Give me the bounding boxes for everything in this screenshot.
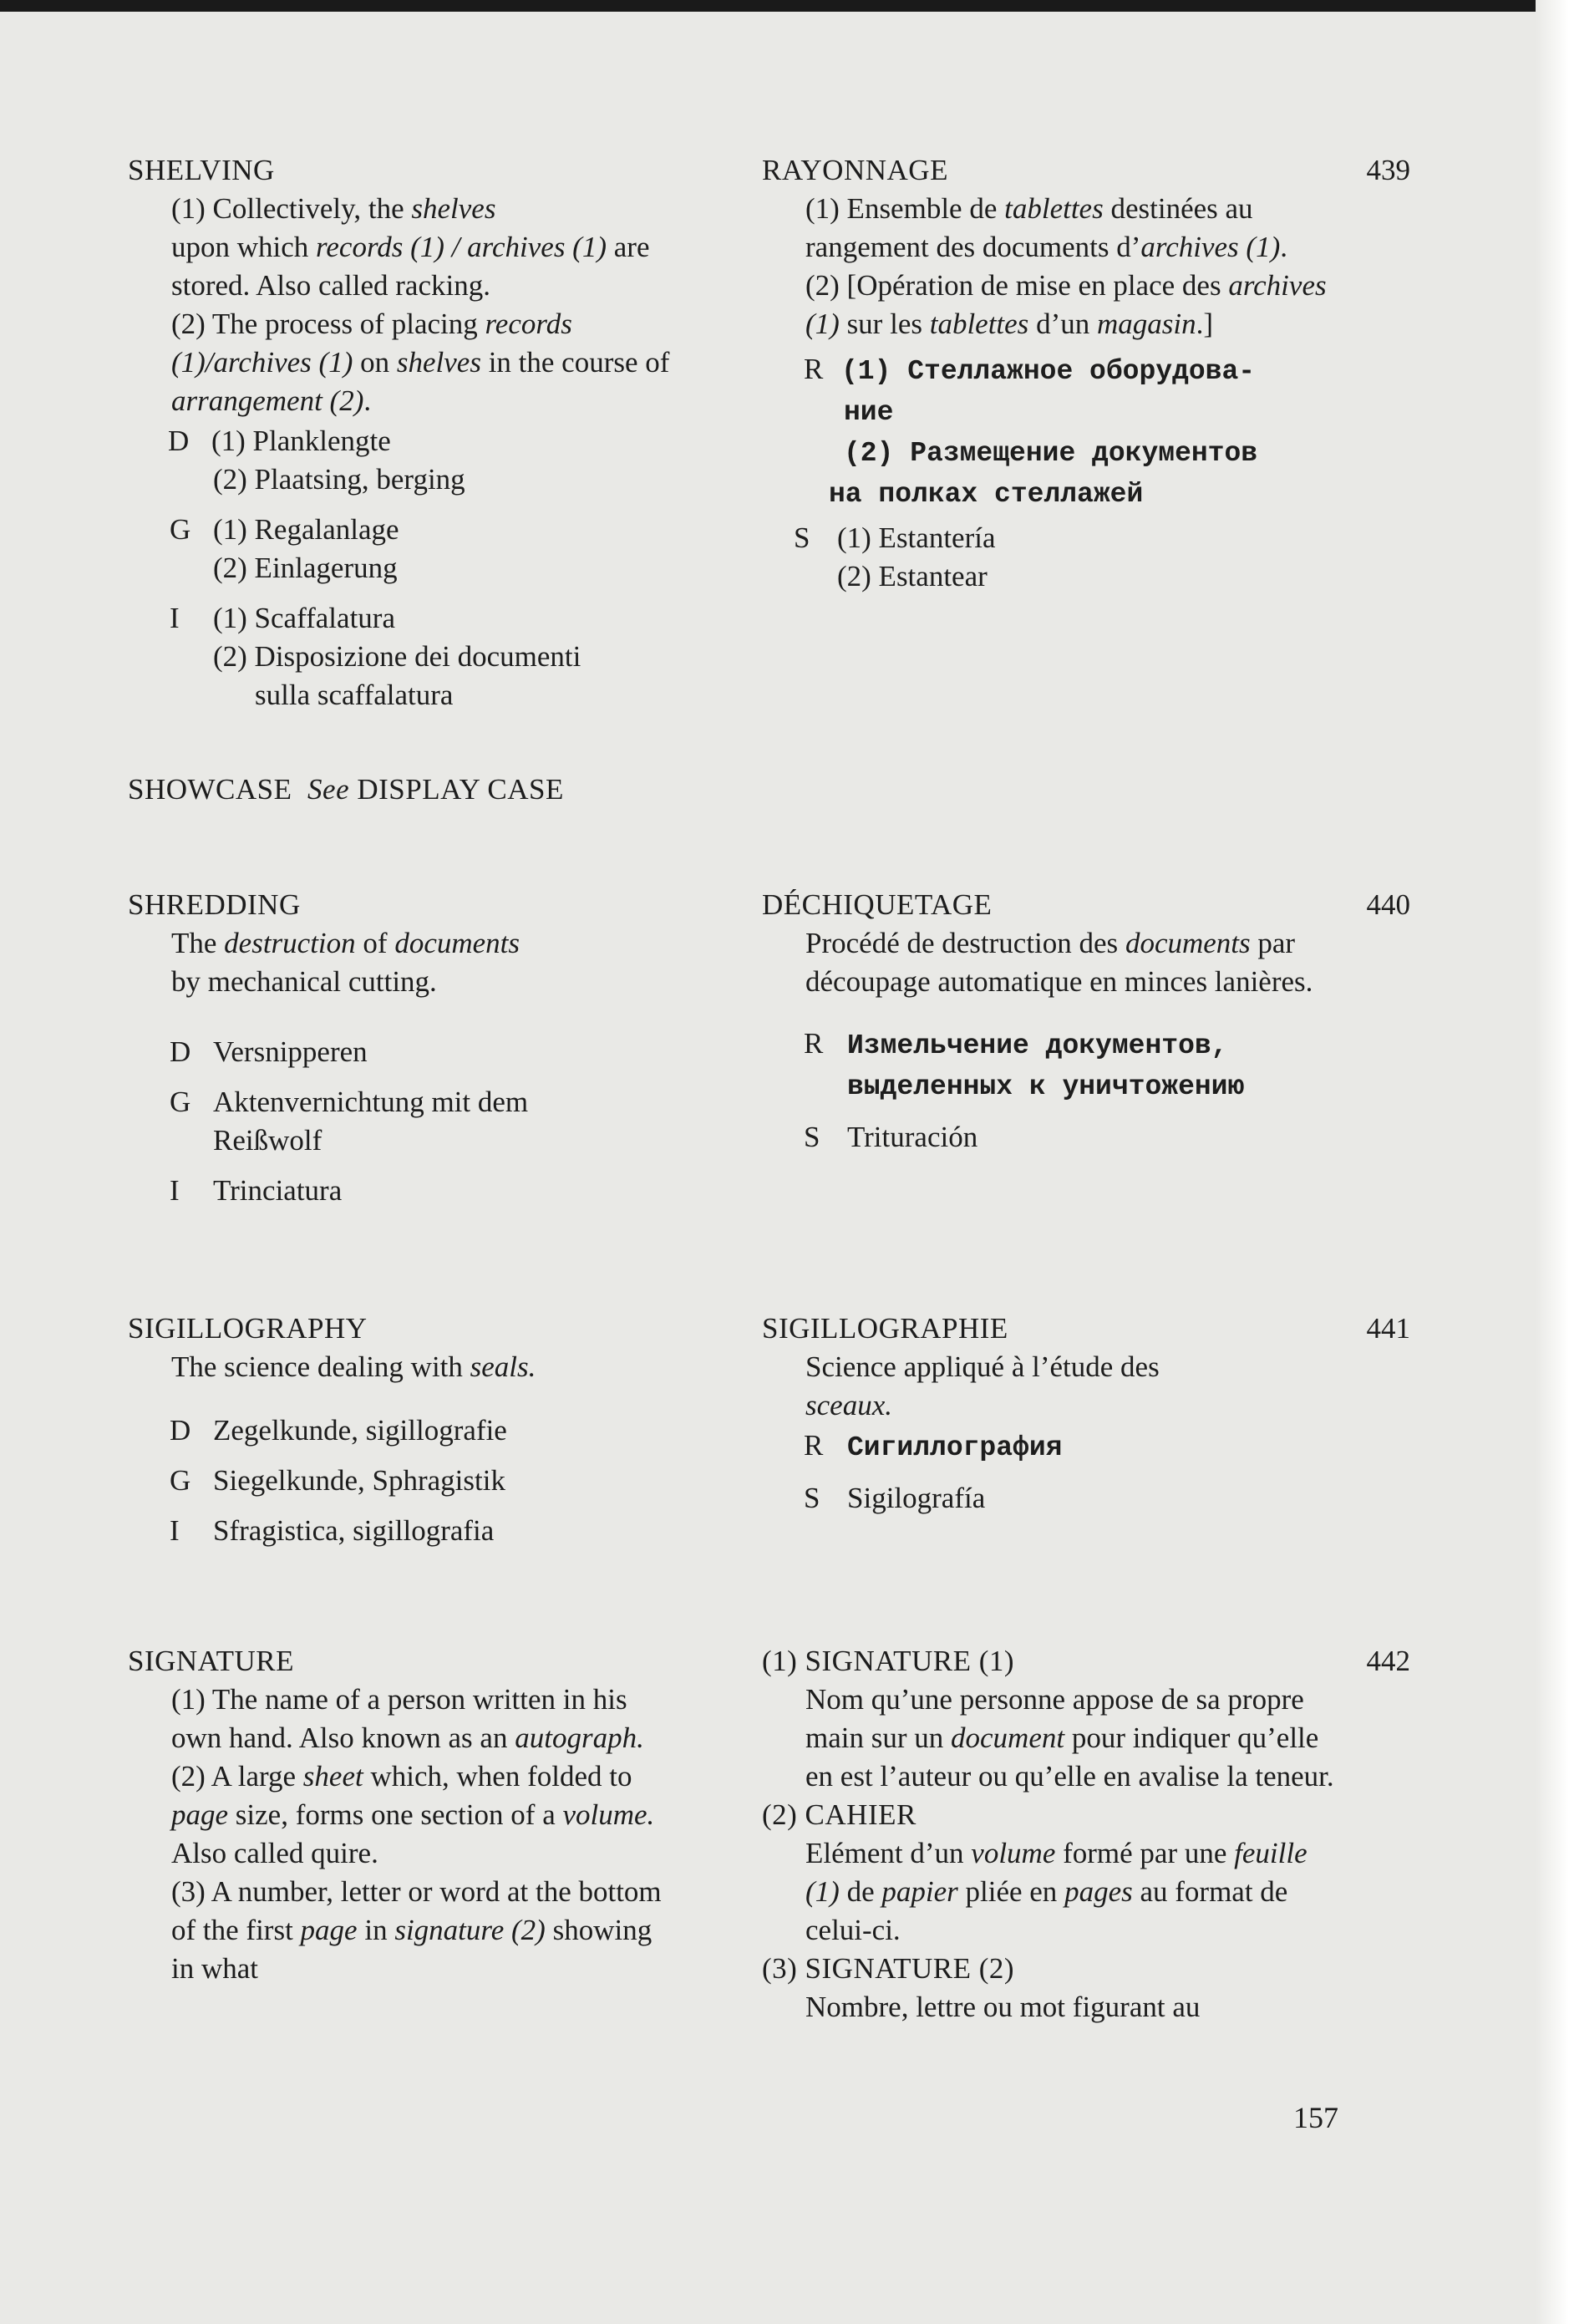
entry-number: 441 — [1366, 1312, 1410, 1345]
headword-en: SHREDDING — [128, 888, 301, 921]
headword-fr-2: (2) CAHIER — [762, 1798, 917, 1831]
entry-shelving-en — [128, 151, 713, 714]
entry-showcase — [128, 770, 713, 809]
definition-fr-1: Nom qu’une personne appose de sa propre main sur un document pour indiquer qu’elle en est l’auteur ou qu’elle en avalise la teneur. — [805, 1683, 1334, 1793]
equivalent-german: G (1) Regalanlage — [170, 513, 399, 546]
equivalent-german-2: (2) Einlagerung — [213, 552, 398, 584]
see-reference-label: See — [307, 773, 350, 806]
equivalent-russian-2b: на полках стеллажей — [829, 479, 1144, 510]
equivalent-dutch: D Zegelkunde, sigillografie — [170, 1414, 507, 1447]
headword-fr: DÉCHIQUETAGE — [762, 888, 993, 921]
headword-showcase: SHOWCASE — [128, 773, 292, 806]
entry-number: 442 — [1366, 1645, 1410, 1677]
entry-sigillography-fr — [762, 1309, 1347, 1518]
equivalent-dutch: D Versnipperen — [170, 1035, 368, 1068]
headword-en: SIGILLOGRAPHY — [128, 1312, 368, 1345]
definition-en: The destruction of documents by mechanical cutting. — [171, 927, 520, 998]
entry-shredding-fr — [762, 886, 1347, 1157]
entry-signature-en — [128, 1642, 713, 1988]
equivalent-russian: R Сигиллография — [804, 1429, 1063, 1463]
definition-fr: (1) Ensemble de tablettes destinées au rangement des documents d’archives (1). (2) [Opération de mise en place des archives (1) sur les tablettes d’un magasin.] — [805, 192, 1327, 340]
entry-number: 439 — [1366, 154, 1410, 186]
definition-fr: Procédé de destruction des documents par découpage automatique en minces lanières. — [805, 927, 1313, 998]
headword-fr-1: (1) SIGNATURE (1) — [762, 1645, 1015, 1677]
headword-fr: SIGILLOGRAPHIE — [762, 1312, 1008, 1345]
entry-shelving-fr — [762, 151, 1347, 596]
definition-en: (1) Collectively, the shelves upon which records (1) / archives (1) are stored. Also called racking. (2) The process of placing records (1)/archives (1) on shelves in the course of arrangement (2). — [171, 192, 670, 417]
headword-fr-3: (3) SIGNATURE (2) — [762, 1952, 1015, 1985]
equivalent-spanish-2: (2) Estantear — [837, 560, 988, 592]
equivalent-spanish: S (1) Estantería — [794, 521, 996, 554]
headword-en: SHELVING — [128, 154, 275, 186]
entry-shredding-en — [128, 886, 713, 1210]
equivalent-dutch: D (1) Planklengte — [168, 425, 391, 457]
equivalent-italian: I Trinciatura — [170, 1174, 343, 1207]
equivalent-italian: I Sfragistica, sigillografia — [170, 1514, 495, 1547]
definition-en: (1) The name of a person written in his own hand. Also known as an autograph. (2) A large sheet which, when folded to page size, forms one section of a volume. Also called quire. (3) A number, letter or word at the bottom of the first page in signature (2) showing in what — [171, 1683, 662, 1985]
equivalent-spanish: S Trituración — [804, 1121, 978, 1153]
equivalent-german: G Siegelkunde, Sphragistik — [170, 1464, 505, 1497]
headword-fr: RAYONNAGE — [762, 154, 948, 186]
equivalent-dutch-2: (2) Plaatsing, berging — [213, 463, 465, 496]
equivalent-russian-1b: ние — [844, 397, 894, 428]
equivalent-russian-2: (2) Размещение документов — [844, 438, 1258, 469]
equivalent-german: G Aktenvernichtung mit dem — [170, 1086, 529, 1118]
equivalent-italian-2b: sulla scaffalatura — [255, 679, 454, 711]
entry-sigillography-en — [128, 1309, 713, 1550]
definition-fr-2: Elément d’un volume formé par une feuille (1) de papier pliée en pages au format de celui-ci. — [805, 1837, 1308, 1946]
entry-signature-fr — [762, 1642, 1347, 2027]
headword-en: SIGNATURE — [128, 1645, 294, 1677]
equivalent-russian-2: выделенных к уничтожению — [847, 1071, 1245, 1102]
equivalent-spanish: S Sigilografía — [804, 1482, 986, 1514]
entry-number: 440 — [1366, 888, 1410, 921]
cross-reference[interactable]: DISPLAY CASE — [357, 773, 564, 806]
equivalent-italian-2: (2) Disposizione dei documenti — [213, 640, 581, 673]
definition-fr: Science appliqué à l’étude des sceaux. — [805, 1350, 1160, 1421]
definition-en: The science dealing with seals. — [171, 1350, 536, 1383]
page-number: 157 — [1293, 2101, 1338, 2134]
definition-fr-3: Nombre, lettre ou mot figurant au — [805, 1991, 1201, 2023]
equivalent-russian: R Измельчение документов, — [804, 1027, 1228, 1061]
equivalent-italian: I (1) Scaffalatura — [170, 602, 395, 634]
equivalent-german-2: Reißwolf — [213, 1124, 322, 1157]
equivalent-russian: R (1) Стеллажное оборудова- — [804, 353, 1256, 387]
